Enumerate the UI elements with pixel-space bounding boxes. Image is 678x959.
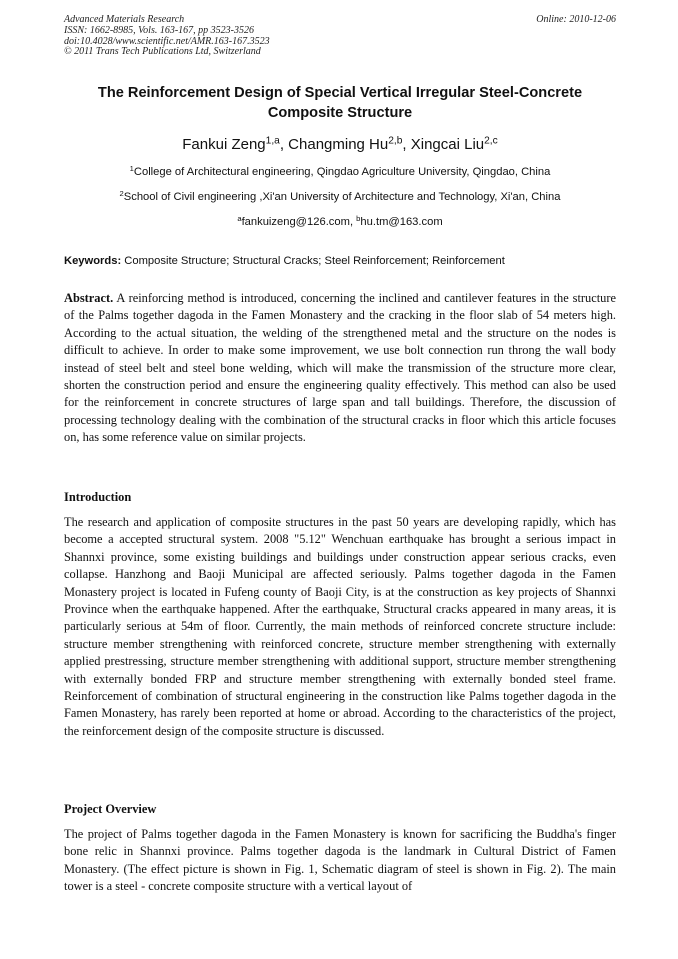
doi-line: doi:10.4028/www.scientific.net/AMR.163-167.3523 bbox=[64, 35, 270, 47]
abstract-text: A reinforcing method is introduced, concerning the inclined and cantilever features in the structure of the Palms together dagoda in the Famen Monastery and the cracking in the floor slab of 54 meters high. According to the actual situation, the welding of the strengthened metal and the structure on the nodes is difficult to achieve. In order to make some improvement, we use bolt connection run throng the wall body instead of steel belt and steel bone welding, which will make the transmission of the structure more clear, shorten the construction period and ensure the engineering quality effectively. This method can also be used for the reinforcement in concrete structures of large span and tall buildings. Therefore, the discussion of processing technology dealing with the combination of the structural cracks in floor which this article focuses on, has some reference value on similar projects. bbox=[64, 291, 616, 445]
email-line bbox=[64, 215, 616, 229]
email-a-sup: a bbox=[237, 213, 242, 223]
author-list bbox=[64, 136, 616, 154]
introduction-text: The research and application of composite structures in the past 50 years are developing rapidly, which has become a accepted structural system. 2008 "5.12" Wenchuan earthquake has brought a serious impact in Shannxi province, some existing buildings and buildings under construction appear serious cracks, even collapse. Hanzhong and Baoji Municipal are affected seriously. Palms together dagoda in the Famen Monastery project is located in Fufeng county of Baoji City, is at the construction as key projects of Shannxi Province when the earthquake happened. After the earthquake, Structural cracks appeared in many areas, it is particularly serious at 54m of floor. Currently, the main methods of reinforced concrete structure include: structure member strengthening with reinforced concrete, structure member strengthening with externally applied prestressing, structure member strengthening with additional support, structure member strengthening with externally bonded FRP and structure member strengthening with externally bonded steel frame. Reinforcement of combination of structural engineering in the construction like Palms together dagoda in the Famen Monastery, has rarely been reported at home or abroad. According to the characteristics of the project, the reinforcement design of the composite structure is discussed. bbox=[64, 515, 616, 738]
journal-header bbox=[64, 15, 616, 58]
affiliation-2-text: School of Civil engineering ,Xi'an University of Architecture and Technology, Xi'an, China bbox=[123, 191, 561, 203]
copyright-line: © 2011 Trans Tech Publications Ltd, Switzerland bbox=[64, 46, 261, 58]
affiliation-2-sup: 2 bbox=[119, 188, 124, 198]
email-b: hu.tm@163.com bbox=[360, 216, 443, 228]
affiliation-1 bbox=[64, 165, 616, 179]
author-sup: 2,c bbox=[484, 135, 498, 147]
journal-name: Advanced Materials Research bbox=[64, 14, 185, 25]
project-overview-text: The project of Palms together dagoda in the Famen Monastery is known for sacrificing the Buddha's finger bone relic in Shannxi province. Palms together dagoda is the landmark in Cultural District of Famen Monastery. (The effect picture is shown in Fig. 1, Schematic diagram of steel is shown in Fig. 2). The main tower is a steel - concrete composite structure with a vertical layout of bbox=[64, 827, 616, 894]
author-sep: , bbox=[279, 136, 289, 153]
author-sup: 1,a bbox=[265, 135, 280, 147]
project-overview-heading: Project Overview bbox=[64, 802, 157, 816]
introduction-heading: Introduction bbox=[64, 490, 132, 504]
abstract-label: Abstract. bbox=[64, 291, 114, 305]
online-date: Online: 2010-12-06 bbox=[536, 14, 616, 25]
keywords-label: Keywords: bbox=[64, 255, 122, 267]
affiliation-2 bbox=[64, 190, 616, 204]
title-line-1: The Reinforcement Design of Special Vertical Irregular Steel-Concrete bbox=[97, 85, 583, 101]
abstract bbox=[64, 290, 616, 447]
author-sep: , bbox=[402, 136, 411, 153]
author-name: Xingcai Liu bbox=[410, 136, 485, 153]
email-a: fankuizeng@126.com, bbox=[241, 216, 357, 228]
affiliation-1-text: College of Architectural engineering, Qingdao Agriculture University, Qingdao, China bbox=[133, 166, 551, 178]
title-line-2: Composite Structure bbox=[267, 105, 413, 121]
email-b-sup: b bbox=[356, 213, 361, 223]
keywords bbox=[64, 254, 616, 268]
author-name: Fankui Zeng bbox=[182, 136, 266, 153]
author-sup: 2,b bbox=[388, 135, 403, 147]
issn-line: ISSN: 1662-8985, Vols. 163-167, pp 3523-3526 bbox=[64, 24, 254, 36]
affiliation-1-sup: 1 bbox=[129, 163, 134, 173]
keywords-text: Composite Structure; Structural Cracks; Steel Reinforcement; Reinforcement bbox=[121, 255, 505, 267]
author-name: Changming Hu bbox=[288, 136, 389, 153]
paper-title bbox=[64, 83, 616, 123]
